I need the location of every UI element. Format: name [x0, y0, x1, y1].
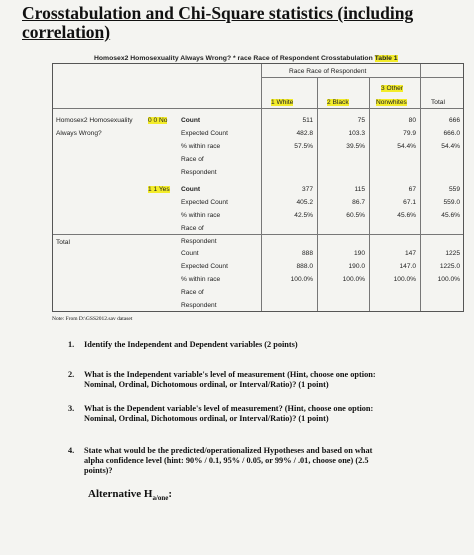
table-cell: 666 — [448, 117, 460, 124]
table-cell: 405.2 — [296, 199, 313, 206]
stat-within-2: Race of — [181, 156, 204, 163]
table-cell: 75 — [357, 117, 365, 124]
total-divider — [53, 234, 463, 235]
col-line-3 — [369, 77, 370, 311]
question-number: 1. — [68, 340, 75, 349]
header-group: Race Race of Respondent — [289, 68, 367, 75]
header-divider — [261, 77, 463, 78]
question-number: 4. — [68, 446, 75, 455]
stat-count: Count — [181, 250, 199, 257]
row-total: Total — [56, 239, 70, 246]
question-1 — [68, 340, 468, 352]
table-note: Note: From D:\GSS2012.sav dataset — [52, 316, 133, 322]
caption-text: Homosex2 Homosexuality Always Wrong? * race Race of Respondent Crosstabulation — [94, 55, 373, 62]
table-cell: 100.0% — [393, 276, 416, 283]
stat-within: % within race — [181, 276, 221, 283]
question-text-line1: What is the Independent variable's level of measurement (Hint, choose one option: — [84, 370, 376, 379]
stat-within-2: Race of — [181, 225, 204, 232]
col-other-line2: Nonwhites — [376, 99, 407, 106]
row-no: 0 0 No — [148, 117, 168, 124]
row-var-line2: Always Wrong? — [56, 130, 102, 137]
stat-within: % within race — [181, 143, 221, 150]
header-bottom-line — [53, 108, 463, 109]
page-title: Crosstabulation and Chi-Square statistics (including correlation) — [22, 3, 414, 42]
table-cell: 60.5% — [346, 212, 365, 219]
table-frame — [52, 63, 464, 312]
question-text-line2: alpha confidence level (hint: 90% / 0.1, 95% / 0.05, or 99% / .01, choose one) (2.5 — [84, 456, 369, 465]
col-other-line1: 3 Other — [381, 85, 403, 92]
table-cell: 511 — [302, 117, 313, 124]
col-black: 2 Black — [327, 99, 349, 106]
table-cell: 39.5% — [346, 143, 365, 150]
row-var-line1: Homosex2 Homosexuality — [56, 117, 133, 124]
table-cell: 559.0 — [443, 199, 460, 206]
alt-label-text: Alternative H — [88, 488, 153, 500]
table-cell: 42.5% — [294, 212, 313, 219]
col-total: Total — [431, 99, 445, 106]
table-cell: 54.4% — [397, 143, 416, 150]
table-cell: 100.0% — [290, 276, 313, 283]
question-4 — [68, 446, 468, 478]
table-cell: 482.8 — [296, 130, 313, 137]
question-number: 2. — [68, 370, 75, 379]
question-text: Identify the Independent and Dependent variables (2 points) — [84, 340, 298, 349]
alt-label-subscript: a/one — [152, 494, 169, 503]
caption-tag: Table 1 — [374, 55, 398, 62]
alternative-hypothesis-label — [88, 488, 172, 502]
stat-expected: Expected Count — [181, 130, 228, 137]
table-cell: 80 — [408, 117, 416, 124]
stat-within: % within race — [181, 212, 221, 219]
col-white: 1 White — [271, 99, 294, 106]
question-text-line1: State what would be the predicted/operationalized Hypotheses and based on what — [84, 446, 373, 455]
table-cell: 86.7 — [352, 199, 365, 206]
col-line-2 — [317, 77, 318, 311]
table-cell: 377 — [301, 186, 313, 193]
table-cell: 190.0 — [348, 263, 365, 270]
row-yes: 1 1 Yes — [148, 186, 170, 193]
col-line-4 — [420, 64, 421, 311]
stat-within-3: Respondent — [181, 169, 217, 176]
table-cell: 147 — [404, 250, 416, 257]
table-cell: 100.0% — [437, 276, 460, 283]
stat-within-3: Respondent — [181, 238, 217, 245]
stat-within-3: Respondent — [181, 302, 217, 309]
stat-count: Count — [181, 117, 201, 124]
col-line-1 — [261, 64, 262, 311]
table-cell: 559 — [448, 186, 460, 193]
table-cell: 54.4% — [441, 143, 460, 150]
question-text-line3: points)? — [84, 466, 113, 475]
question-text-line1: What is the Dependent variable's level of measurement? (Hint, choose one option: — [84, 404, 374, 413]
table-cell: 888.0 — [296, 263, 313, 270]
table-cell: 190 — [353, 250, 365, 257]
stat-expected: Expected Count — [181, 199, 228, 206]
question-2 — [68, 370, 468, 392]
question-text-line2: Nominal, Ordinal, Dichotomous ordinal, or Interval/Ratio)? (1 point) — [84, 414, 329, 423]
table-cell: 888 — [301, 250, 313, 257]
table-cell: 79.9 — [403, 130, 416, 137]
table-cell: 67.1 — [403, 199, 416, 206]
table-cell: 45.6% — [441, 212, 460, 219]
question-3 — [68, 404, 468, 426]
question-number: 3. — [68, 404, 75, 413]
table-cell: 67 — [408, 186, 416, 193]
table-cell: 115 — [354, 186, 365, 193]
crosstab-table — [52, 55, 462, 313]
table-cell: 666.0 — [443, 130, 460, 137]
table-cell: 1225.0 — [439, 263, 460, 270]
stat-expected: Expected Count — [181, 263, 228, 270]
table-cell: 100.0% — [342, 276, 365, 283]
stat-within-2: Race of — [181, 289, 204, 296]
table-cell: 147.0 — [399, 263, 416, 270]
table-cell: 45.6% — [397, 212, 416, 219]
table-cell: 103.3 — [348, 130, 365, 137]
table-cell: 1225 — [445, 250, 460, 257]
question-text-line2: Nominal, Ordinal, Dichotomous ordinal, or Interval/Ratio)? (1 point) — [84, 380, 329, 389]
stat-count: Count — [181, 186, 201, 193]
table-caption — [94, 55, 398, 62]
table-cell: 57.5% — [294, 143, 313, 150]
alt-label-suffix: : — [168, 488, 173, 500]
